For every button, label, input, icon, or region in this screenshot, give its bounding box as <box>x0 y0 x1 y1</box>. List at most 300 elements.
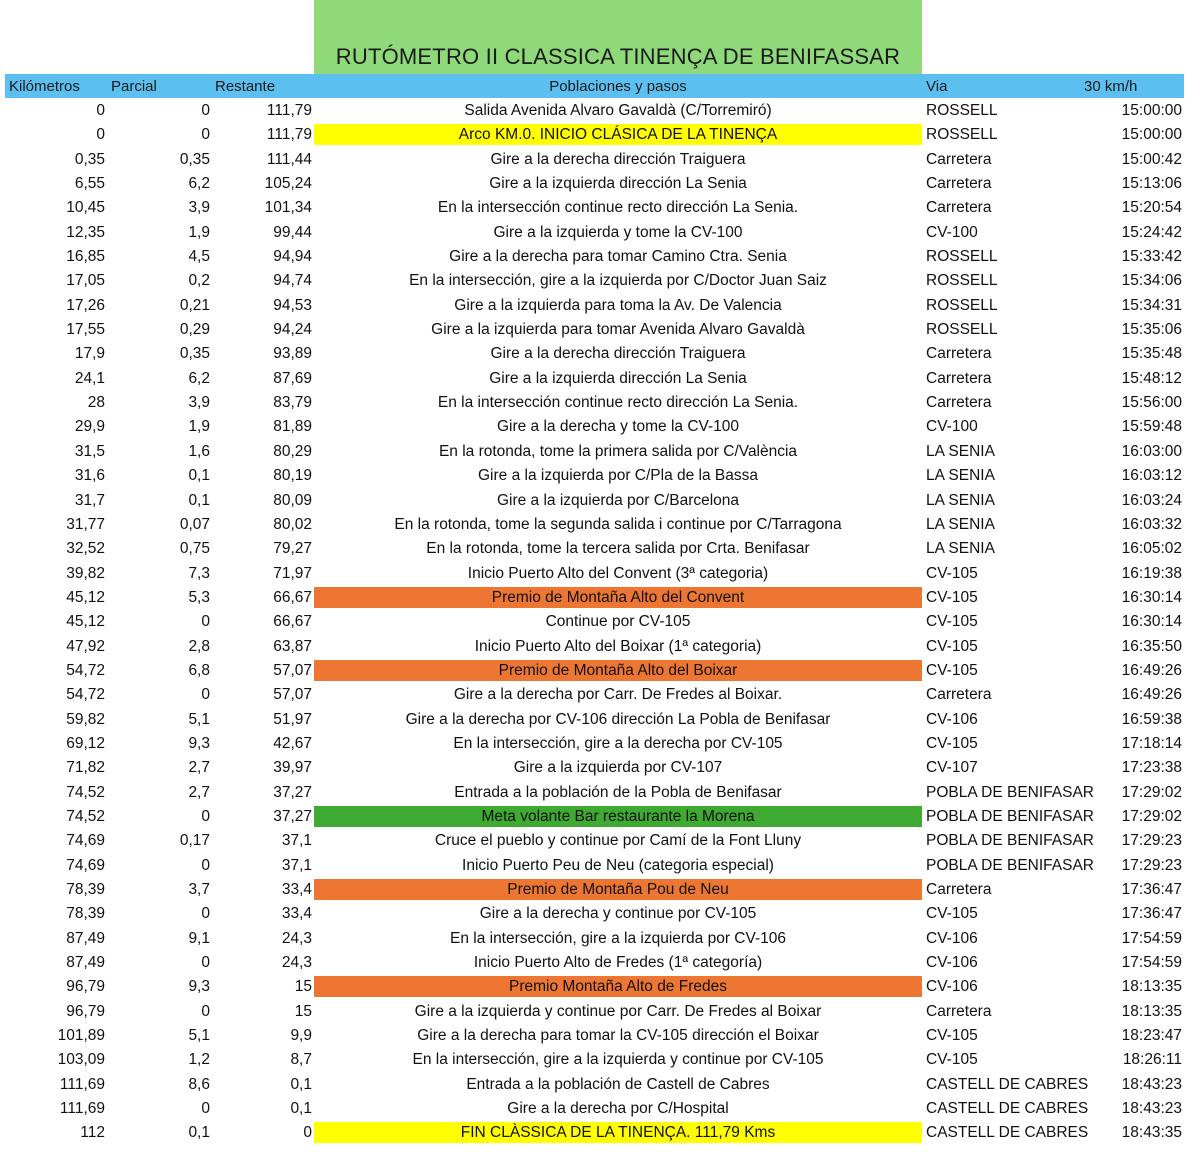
cell-via: ROSSELL <box>926 321 998 339</box>
cell-restante: 111,79 <box>266 102 312 119</box>
cell-via: CV-105 <box>926 1027 978 1045</box>
cell-parcial: 0 <box>201 807 210 825</box>
cell-desc: En la intersección, gire a la izquierda por C/Doctor Juan Saiz <box>409 272 827 290</box>
cell-via: CV-105 <box>926 905 978 923</box>
cell-via: Carretera <box>926 369 992 387</box>
cell-parcial: 5,3 <box>188 588 210 606</box>
cell-desc: Gire a la derecha para tomar Camino Ctra. Senia <box>449 248 787 266</box>
cell-time: 16:03:32 <box>1121 515 1182 533</box>
cell-via: POBLA DE BENIFASAR <box>926 807 1094 825</box>
cell-restante: 63,87 <box>273 637 312 655</box>
cell-restante: 24,3 <box>281 929 312 947</box>
cell-desc: Gire a la derecha para tomar la CV-105 dirección el Boixar <box>417 1027 819 1045</box>
cell-via: ROSSELL <box>926 102 998 119</box>
cell-restante: 33,4 <box>281 905 312 923</box>
cell-restante: 0 <box>303 1124 312 1142</box>
cell-time: 15:35:48 <box>1121 345 1182 363</box>
table-row <box>0 196 1200 220</box>
cell-km: 32,52 <box>66 540 105 558</box>
cell-km: 16,85 <box>66 248 105 266</box>
cell-restante: 37,27 <box>273 783 312 801</box>
cell-km: 74,52 <box>66 807 105 825</box>
cell-km: 45,12 <box>66 613 105 631</box>
cell-parcial: 0,75 <box>179 540 210 558</box>
cell-desc: En la rotonda, tome la tercera salida por Crta. Benifasar <box>426 540 810 558</box>
cell-restante: 111,44 <box>266 150 312 168</box>
cell-parcial: 3,7 <box>188 881 210 898</box>
cell-restante: 24,3 <box>281 954 312 972</box>
table-row <box>0 342 1200 366</box>
cell-time: 18:13:35 <box>1121 978 1182 996</box>
cell-time: 16:05:02 <box>1121 540 1182 558</box>
cell-restante: 87,69 <box>273 369 312 387</box>
cell-km: 17,05 <box>66 272 105 290</box>
table-row <box>0 927 1200 951</box>
table-row <box>0 489 1200 513</box>
cell-restante: 94,24 <box>273 321 312 339</box>
table-row <box>0 221 1200 245</box>
cell-restante: 94,74 <box>273 272 312 290</box>
cell-parcial: 0 <box>201 1100 210 1118</box>
cell-km: 29,9 <box>74 418 105 436</box>
cell-parcial: 0,29 <box>179 321 210 339</box>
cell-parcial: 1,9 <box>188 223 210 241</box>
cell-via: CV-105 <box>926 734 978 752</box>
cell-km: 0 <box>96 126 105 144</box>
cell-parcial: 9,1 <box>188 929 210 947</box>
cell-restante: 101,34 <box>264 199 312 217</box>
cell-desc: Gire a la derecha por CV-106 dirección La Pobla de Benifasar <box>405 710 831 728</box>
table-row <box>0 148 1200 172</box>
table-row <box>0 391 1200 415</box>
cell-desc: En la intersección continue recto dirección La Senia. <box>437 394 799 412</box>
cell-desc: Gire a la derecha por Carr. De Fredes al Boixar. <box>453 686 783 704</box>
cell-restante: 94,53 <box>273 296 312 314</box>
cell-time: 16:03:24 <box>1121 491 1182 509</box>
cell-parcial: 0,21 <box>179 296 210 314</box>
cell-desc: Gire a la izquierda y tome la CV-100 <box>493 223 743 241</box>
cell-desc: Gire a la izquierda por C/Barcelona <box>496 491 740 509</box>
cell-km: 74,69 <box>66 832 105 850</box>
cell-desc: En la intersección continue recto dirección La Senia. <box>437 199 799 217</box>
cell-via: CV-105 <box>926 613 978 631</box>
cell-parcial: 2,8 <box>188 637 210 655</box>
cell-parcial: 2,7 <box>188 759 210 777</box>
table-row <box>0 537 1200 561</box>
cell-km: 71,82 <box>66 759 105 777</box>
cell-time: 15:00:00 <box>1121 102 1182 119</box>
cell-restante: 80,29 <box>273 442 312 460</box>
table-row <box>0 586 1200 610</box>
cell-desc: Gire a la izquierda para tomar Avenida Alvaro Gavaldà <box>431 321 805 339</box>
cell-time: 17:36:47 <box>1121 881 1182 898</box>
cell-km: 74,52 <box>66 783 105 801</box>
cell-time: 17:29:23 <box>1121 832 1182 850</box>
cell-km: 24,1 <box>74 369 105 387</box>
cell-time: 15:34:31 <box>1121 296 1182 314</box>
cell-parcial: 8,6 <box>188 1075 210 1093</box>
cell-desc: Cruce el pueblo y continue por Camí de la Font Lluny <box>434 832 802 850</box>
cell-time: 16:59:38 <box>1121 710 1182 728</box>
cell-km: 10,45 <box>66 199 105 217</box>
cell-via: CV-105 <box>926 588 978 606</box>
cell-km: 111,69 <box>59 1075 105 1093</box>
cell-via: CV-100 <box>926 223 978 241</box>
cell-parcial: 0,2 <box>188 272 210 290</box>
cell-restante: 15 <box>294 978 312 996</box>
cell-parcial: 4,5 <box>188 248 210 266</box>
cell-parcial: 3,9 <box>188 199 210 217</box>
cell-km: 101,89 <box>57 1027 105 1045</box>
cell-via: CV-107 <box>926 759 978 777</box>
cell-km: 31,7 <box>74 491 105 509</box>
cell-via: CV-106 <box>926 954 978 972</box>
cell-parcial: 0 <box>201 1002 210 1020</box>
cell-parcial: 1,9 <box>188 418 210 436</box>
cell-via: Carretera <box>926 199 992 217</box>
cell-time: 15:34:06 <box>1121 272 1182 290</box>
cell-desc: Arco KM.0. INICIO CLÁSICA DE LA TINENÇA <box>314 124 922 145</box>
cell-via: CV-105 <box>926 1051 978 1069</box>
cell-parcial: 0 <box>201 102 210 119</box>
cell-time: 15:20:54 <box>1121 199 1182 217</box>
cell-parcial: 0 <box>201 126 210 144</box>
table-row <box>0 415 1200 439</box>
table-row <box>0 1097 1200 1121</box>
table-row <box>0 172 1200 196</box>
cell-time: 15:48:12 <box>1121 369 1182 387</box>
cell-desc: En la intersección, gire a la derecha por CV-105 <box>453 734 783 752</box>
cell-via: POBLA DE BENIFASAR <box>926 783 1094 801</box>
cell-via: CV-106 <box>926 978 978 996</box>
table-row <box>0 1024 1200 1048</box>
cell-desc: Inicio Puerto Alto de Fredes (1ª categoría) <box>473 954 763 972</box>
cell-time: 17:36:47 <box>1121 905 1182 923</box>
cell-parcial: 0,1 <box>188 467 210 485</box>
cell-restante: 66,67 <box>273 613 312 631</box>
cell-km: 74,69 <box>66 856 105 874</box>
cell-restante: 51,97 <box>273 710 312 728</box>
cell-via: Carretera <box>926 150 992 168</box>
cell-desc: Gire a la izquierda por CV-107 <box>513 759 723 777</box>
cell-desc: En la rotonda, tome la primera salida por C/València <box>438 442 798 460</box>
cell-via: LA SENIA <box>926 467 995 485</box>
cell-km: 96,79 <box>66 1002 105 1020</box>
cell-via: CASTELL DE CABRES <box>926 1124 1089 1142</box>
header-via: Via <box>926 78 948 95</box>
table-row <box>0 269 1200 293</box>
cell-km: 31,5 <box>74 442 105 460</box>
cell-via: LA SENIA <box>926 442 995 460</box>
cell-via: POBLA DE BENIFASAR <box>926 832 1094 850</box>
cell-restante: 0,1 <box>290 1100 312 1118</box>
cell-via: CV-106 <box>926 710 978 728</box>
cell-via: CV-105 <box>926 661 978 679</box>
cell-parcial: 6,2 <box>188 175 210 193</box>
cell-km: 59,82 <box>66 710 105 728</box>
cell-time: 17:29:02 <box>1121 807 1182 825</box>
cell-km: 17,26 <box>66 296 105 314</box>
cell-desc: Inicio Puerto Alto del Convent (3ª categoria) <box>467 564 769 582</box>
cell-parcial: 6,8 <box>188 661 210 679</box>
cell-restante: 94,94 <box>273 248 312 266</box>
title-banner <box>314 0 922 74</box>
table-row <box>0 440 1200 464</box>
cell-parcial: 0 <box>201 856 210 874</box>
cell-desc: Gire a la izquierda dirección La Senia <box>489 369 747 387</box>
cell-time: 17:54:59 <box>1121 954 1182 972</box>
table-row <box>0 367 1200 391</box>
cell-via: Carretera <box>926 394 992 412</box>
cell-parcial: 1,6 <box>188 442 210 460</box>
cell-time: 17:29:02 <box>1121 783 1182 801</box>
cell-km: 54,72 <box>66 686 105 704</box>
table-row <box>0 756 1200 780</box>
cell-via: Carretera <box>926 1002 992 1020</box>
cell-km: 78,39 <box>66 881 105 898</box>
cell-restante: 42,67 <box>273 734 312 752</box>
cell-parcial: 0 <box>201 686 210 704</box>
cell-time: 15:00:42 <box>1121 150 1182 168</box>
cell-parcial: 0,17 <box>179 832 210 850</box>
cell-parcial: 0,35 <box>179 150 210 168</box>
cell-desc: Premio Montaña Alto de Fredes <box>314 976 922 997</box>
cell-time: 16:19:38 <box>1121 564 1182 582</box>
cell-via: CASTELL DE CABRES <box>926 1075 1089 1093</box>
cell-km: 0,35 <box>74 150 105 168</box>
table-row <box>0 513 1200 537</box>
cell-time: 16:49:26 <box>1121 661 1182 679</box>
cell-time: 16:03:00 <box>1121 442 1182 460</box>
cell-km: 54,72 <box>66 661 105 679</box>
table-row <box>0 951 1200 975</box>
cell-time: 16:35:50 <box>1121 637 1182 655</box>
table-row <box>0 610 1200 634</box>
cell-desc: Entrada a la población de Castell de Cabres <box>466 1075 770 1093</box>
cell-desc: Gire a la izquierda para toma la Av. De Valencia <box>454 296 782 314</box>
cell-parcial: 0 <box>201 613 210 631</box>
cell-desc: Gire a la derecha y continue por CV-105 <box>479 905 757 923</box>
cell-km: 111,69 <box>59 1100 105 1118</box>
table-row <box>0 805 1200 829</box>
cell-time: 15:59:48 <box>1121 418 1182 436</box>
cell-km: 12,35 <box>66 223 105 241</box>
cell-restante: 79,27 <box>273 540 312 558</box>
table-row <box>0 562 1200 586</box>
cell-parcial: 0 <box>201 954 210 972</box>
cell-restante: 0,1 <box>290 1075 312 1093</box>
table-row <box>0 635 1200 659</box>
cell-km: 31,77 <box>66 515 105 533</box>
cell-km: 39,82 <box>66 564 105 582</box>
table-row <box>0 854 1200 878</box>
table-row <box>0 1048 1200 1072</box>
table-row <box>0 708 1200 732</box>
cell-time: 15:56:00 <box>1121 394 1182 412</box>
cell-desc: Premio de Montaña Pou de Neu <box>314 879 922 900</box>
cell-km: 78,39 <box>66 905 105 923</box>
cell-restante: 9,9 <box>290 1027 312 1045</box>
cell-via: Carretera <box>926 881 992 898</box>
table-row <box>0 829 1200 853</box>
cell-desc: Premio de Montaña Alto del Boixar <box>314 660 922 681</box>
cell-desc: Salida Avenida Alvaro Gavaldà (C/Torremiró) <box>464 102 772 119</box>
cell-time: 18:43:23 <box>1121 1075 1182 1093</box>
table-row <box>0 245 1200 269</box>
cell-via: LA SENIA <box>926 515 995 533</box>
cell-km: 17,9 <box>74 345 105 363</box>
cell-restante: 93,89 <box>273 345 312 363</box>
cell-time: 18:26:11 <box>1122 1051 1182 1069</box>
cell-desc: En la intersección, gire a la izquierda por CV-106 <box>449 929 787 947</box>
cell-restante: 80,02 <box>273 515 312 533</box>
cell-desc: En la rotonda, tome la segunda salida i continue por C/Tarragona <box>394 515 842 533</box>
cell-desc: En la intersección, gire a la izquierda y continue por CV-105 <box>412 1051 824 1069</box>
cell-restante: 37,1 <box>281 856 312 874</box>
cell-desc: FIN CLÀSSICA DE LA TINENÇA. 111,79 Kms <box>314 1122 922 1143</box>
cell-restante: 8,7 <box>290 1051 312 1069</box>
cell-km: 69,12 <box>66 734 105 752</box>
cell-restante: 81,89 <box>273 418 312 436</box>
cell-restante: 37,27 <box>273 807 312 825</box>
cell-time: 18:13:35 <box>1121 1002 1182 1020</box>
cell-time: 17:23:38 <box>1121 759 1182 777</box>
cell-time: 17:29:23 <box>1121 856 1182 874</box>
cell-restante: 57,07 <box>273 686 312 704</box>
cell-via: ROSSELL <box>926 248 998 266</box>
cell-parcial: 0,1 <box>188 1124 210 1142</box>
cell-desc: Gire a la derecha dirección Traiguera <box>490 150 746 168</box>
cell-time: 15:00:00 <box>1121 126 1182 144</box>
cell-via: CASTELL DE CABRES <box>926 1100 1089 1118</box>
cell-km: 103,09 <box>57 1051 105 1069</box>
cell-time: 17:18:14 <box>1121 734 1182 752</box>
cell-desc: Gire a la derecha por C/Hospital <box>507 1100 729 1118</box>
cell-parcial: 5,1 <box>188 710 210 728</box>
cell-parcial: 0 <box>201 905 210 923</box>
header-desc: Poblaciones y pasos <box>549 78 687 95</box>
cell-desc: Gire a la derecha y tome la CV-100 <box>496 418 740 436</box>
cell-time: 15:33:42 <box>1121 248 1182 266</box>
table-row <box>0 975 1200 999</box>
cell-via: ROSSELL <box>926 126 998 144</box>
table-row <box>0 659 1200 683</box>
cell-km: 17,55 <box>66 321 105 339</box>
cell-parcial: 9,3 <box>188 734 210 752</box>
cell-parcial: 0,1 <box>188 491 210 509</box>
header-speed: 30 km/h <box>1084 78 1138 95</box>
cell-km: 28 <box>87 394 105 412</box>
cell-via: POBLA DE BENIFASAR <box>926 856 1094 874</box>
cell-time: 16:49:26 <box>1121 686 1182 704</box>
cell-km: 87,49 <box>66 929 105 947</box>
cell-via: ROSSELL <box>926 272 998 290</box>
header-km: Kilómetros <box>9 78 80 95</box>
cell-restante: 37,1 <box>281 832 312 850</box>
header-restante: Restante <box>215 78 276 95</box>
table-row <box>0 1121 1200 1145</box>
cell-via: LA SENIA <box>926 491 995 509</box>
cell-km: 6,55 <box>74 175 105 193</box>
cell-parcial: 3,9 <box>188 394 210 412</box>
cell-restante: 15 <box>294 1002 312 1020</box>
cell-restante: 105,24 <box>264 175 312 193</box>
table-row <box>0 1073 1200 1097</box>
table-row <box>0 732 1200 756</box>
cell-restante: 57,07 <box>273 661 312 679</box>
cell-parcial: 1,2 <box>188 1051 210 1069</box>
table-row <box>0 1000 1200 1024</box>
cell-restante: 71,97 <box>273 564 312 582</box>
cell-via: LA SENIA <box>926 540 995 558</box>
cell-km: 87,49 <box>66 954 105 972</box>
cell-restante: 66,67 <box>273 588 312 606</box>
table-header <box>5 74 1184 98</box>
cell-km: 45,12 <box>66 588 105 606</box>
header-parcial: Parcial <box>111 78 157 95</box>
cell-parcial: 2,7 <box>188 783 210 801</box>
cell-time: 18:23:47 <box>1121 1027 1182 1045</box>
cell-time: 16:30:14 <box>1121 588 1182 606</box>
cell-parcial: 0,07 <box>179 515 210 533</box>
table-row <box>0 99 1200 123</box>
cell-via: CV-106 <box>926 929 978 947</box>
cell-restante: 80,19 <box>273 467 312 485</box>
cell-desc: Inicio Puerto Alto del Boixar (1ª categoria) <box>474 637 762 655</box>
table-row <box>0 878 1200 902</box>
cell-via: Carretera <box>926 345 992 363</box>
page-title: RUTÓMETRO II CLASSICA TINENÇA DE BENIFASSAR <box>335 44 901 69</box>
cell-km: 47,92 <box>66 637 105 655</box>
cell-desc: Premio de Montaña Alto del Convent <box>314 587 922 608</box>
cell-restante: 80,09 <box>273 491 312 509</box>
cell-desc: Gire a la izquierda por C/Pla de la Bassa <box>477 467 758 485</box>
cell-restante: 33,4 <box>281 881 312 898</box>
cell-time: 18:43:23 <box>1121 1100 1182 1118</box>
route-table <box>0 99 1200 1146</box>
cell-desc: Meta volante Bar restaurante la Morena <box>314 806 922 827</box>
cell-via: Carretera <box>926 686 992 704</box>
cell-km: 112 <box>80 1124 105 1142</box>
cell-parcial: 5,1 <box>188 1027 210 1045</box>
cell-time: 17:54:59 <box>1121 929 1182 947</box>
table-row <box>0 902 1200 926</box>
cell-desc: Continue por CV-105 <box>545 613 691 631</box>
table-row <box>0 123 1200 147</box>
cell-desc: Inicio Puerto Peu de Neu (categoria especial) <box>462 856 774 874</box>
table-row <box>0 294 1200 318</box>
cell-parcial: 6,2 <box>188 369 210 387</box>
cell-parcial: 9,3 <box>188 978 210 996</box>
cell-via: CV-100 <box>926 418 978 436</box>
cell-parcial: 7,3 <box>188 564 210 582</box>
table-row <box>0 464 1200 488</box>
cell-desc: Gire a la izquierda y continue por Carr. De Fredes al Boixar <box>414 1002 822 1020</box>
cell-time: 18:43:35 <box>1121 1124 1182 1142</box>
cell-restante: 111,79 <box>266 126 312 144</box>
table-row <box>0 683 1200 707</box>
cell-km: 0 <box>96 102 105 119</box>
table-row <box>0 781 1200 805</box>
cell-km: 31,6 <box>74 467 105 485</box>
cell-parcial: 0,35 <box>179 345 210 363</box>
cell-via: CV-105 <box>926 564 978 582</box>
cell-desc: Gire a la derecha dirección Traiguera <box>490 345 746 363</box>
cell-desc: Gire a la izquierda dirección La Senia <box>489 175 747 193</box>
cell-km: 96,79 <box>66 978 105 996</box>
table-row <box>0 318 1200 342</box>
cell-time: 16:30:14 <box>1121 613 1182 631</box>
